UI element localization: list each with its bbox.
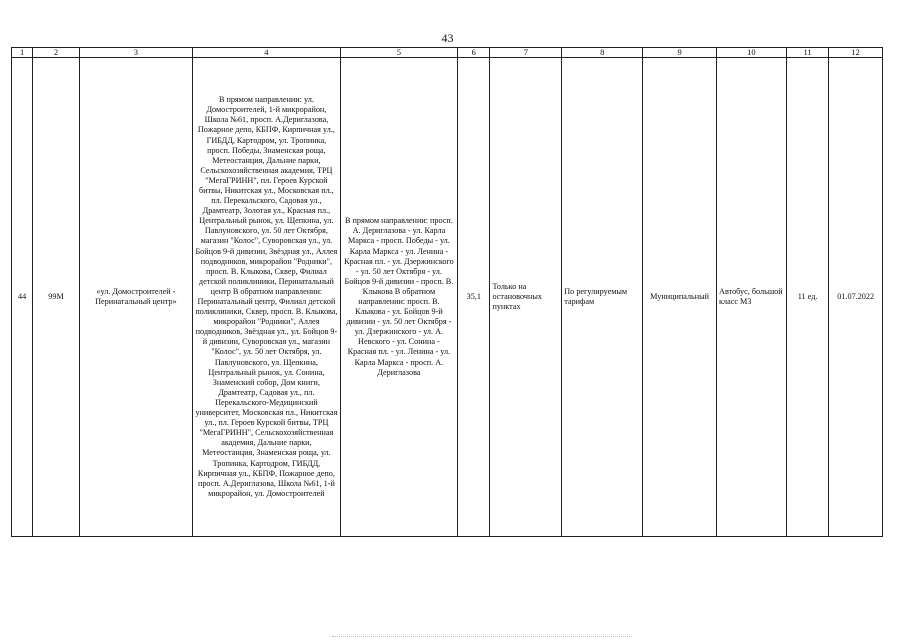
column-number: 3	[79, 48, 192, 58]
column-number: 7	[490, 48, 562, 58]
page-number: 43	[441, 31, 454, 45]
column-number: 1	[12, 48, 33, 58]
route-path: В прямом направлении: просп. А. Дериглазова - ул. Карла Маркса - просп. Победы - ул. Карла Маркса - ул. Ленина - Красная пл. - ул. Дзержинского - ул. 50 лет Октября - ул. Бойцов 9-й дивизии - просп. В. Клыкова В обратном направлении: просп. В. Клыкова - ул. Бойцов 9-й дивизии - ул. 50 лет Октября - ул. Дзержинского - ул. А. Невского - ул. Сонина - Красная пл. - ул. Ленина - ул. Карла Маркса - просп. А. Дериглазова	[340, 58, 457, 537]
column-number: 5	[340, 48, 457, 58]
vehicle-count: 11 ед.	[786, 58, 828, 537]
column-number: 12	[829, 48, 883, 58]
start-date: 01.07.2022	[829, 58, 883, 537]
column-number: 9	[643, 48, 717, 58]
tariff-type: По регулируемым тарифам	[562, 58, 643, 537]
route-number: 99М	[33, 58, 80, 537]
scan-artifact	[332, 636, 632, 638]
route-length: 35,1	[458, 58, 490, 537]
table-row	[12, 58, 883, 537]
row-index: 44	[12, 58, 33, 537]
column-number: 2	[33, 48, 80, 58]
column-number: 4	[193, 48, 341, 58]
route-stops: В прямом направлении: ул. Домостроителей, 1-й микрорайон, Школа №61, просп. А.Дериглазова, Пожарное депо, КБПФ, Кирпичная ул., ГИБДД, Картодром, ул. Тропинка, просп. Победы, Знаменская роща, Метеостанция, Дальние парки, Сельскохозяйственная академия, ТРЦ "МегаГРИНН", пл. Героев Курской битвы, Никитская ул., Московская пл., пл. Перекальского, Садовая ул., Драмтеатр, Золотая ул., Красная пл., Центральный рынок, ул. Щепкина, ул. Павлуновского, ул. 50 лет Октября, магазин "Колос", Суворовская ул., ул. Бойцов 9-й дивизии, Звёздная ул., Аллея подводников, микрорайон "Родники", просп. В. Клыкова, Сквер, Филиал детской поликлиники, Перинатальный центр В обратном направлении: Перинатальный центр, Филиал детской поликлиники, Сквер, просп. В. Клыкова, микрорайон "Родники", Аллея подводников, Звёздная ул., ул. Бойцов 9-й дивизии, Суворовская ул., магазин "Колос", ул. 50 лет Октября, ул. Павлуновского, ул. Щепкина, Центральный рынок, ул. Сонина, Знаменский собор, Дом книги, Драмтеатр, Садовая ул., пл. Перекальского-Медицинский университет, Московская пл., Никитская ул., пл. Героев Курской битвы, ТРЦ "МегаГРИНН", Сельскохозяйственная академия, Дальние парки, Метеостанция, Знаменская роща, ул. Тропинка, Картодром, ГИБДД, Кирпичная ул., КБПФ, Пожарное депо, просп. А.Дериглазова, Школа №61, 1-й микрорайон, ул. Домостроителей	[193, 58, 341, 537]
column-number-row	[12, 48, 883, 58]
column-number: 6	[458, 48, 490, 58]
carrier-type: Муниципальный	[643, 58, 717, 537]
column-number: 11	[786, 48, 828, 58]
vehicle-type: Автобус, большой класс М3	[717, 58, 787, 537]
routes-table	[11, 47, 883, 537]
column-number: 8	[562, 48, 643, 58]
column-number: 10	[717, 48, 787, 58]
route-name: «ул. Домостроителей - Перинатальный центр»	[79, 58, 192, 537]
stop-procedure: Только на остановочных пунктах	[490, 58, 562, 537]
